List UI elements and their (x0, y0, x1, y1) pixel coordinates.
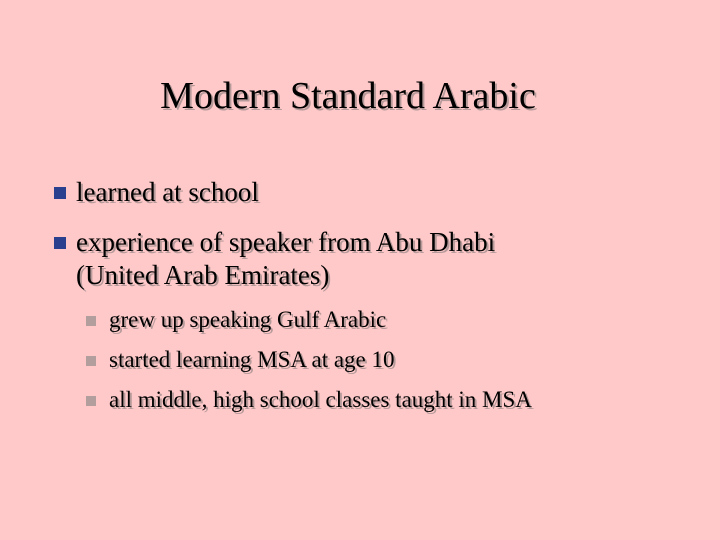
sub-bullet-text: all middle, high school classes taught in MSA (109, 387, 532, 412)
bullet-text: experience of speaker from Abu Dhabi (76, 227, 496, 257)
square-bullet-icon (54, 237, 66, 249)
slide-title: Modern Standard Arabic (160, 75, 536, 117)
bullet-text: learned at school (76, 177, 259, 207)
sub-bullet-item (109, 346, 395, 374)
bullet-item (76, 176, 259, 209)
square-bullet-icon (86, 396, 96, 406)
bullet-continuation-text: (United Arab Emirates) (76, 260, 330, 290)
sub-bullet-text: started learning MSA at age 10 (109, 347, 395, 372)
sub-bullet-text: grew up speaking Gulf Arabic (109, 307, 387, 332)
sub-bullet-item (109, 306, 386, 334)
square-bullet-icon (86, 316, 96, 326)
sub-bullet-item (109, 386, 532, 414)
square-bullet-icon (54, 187, 66, 199)
square-bullet-icon (86, 356, 96, 366)
bullet-item (76, 226, 495, 292)
